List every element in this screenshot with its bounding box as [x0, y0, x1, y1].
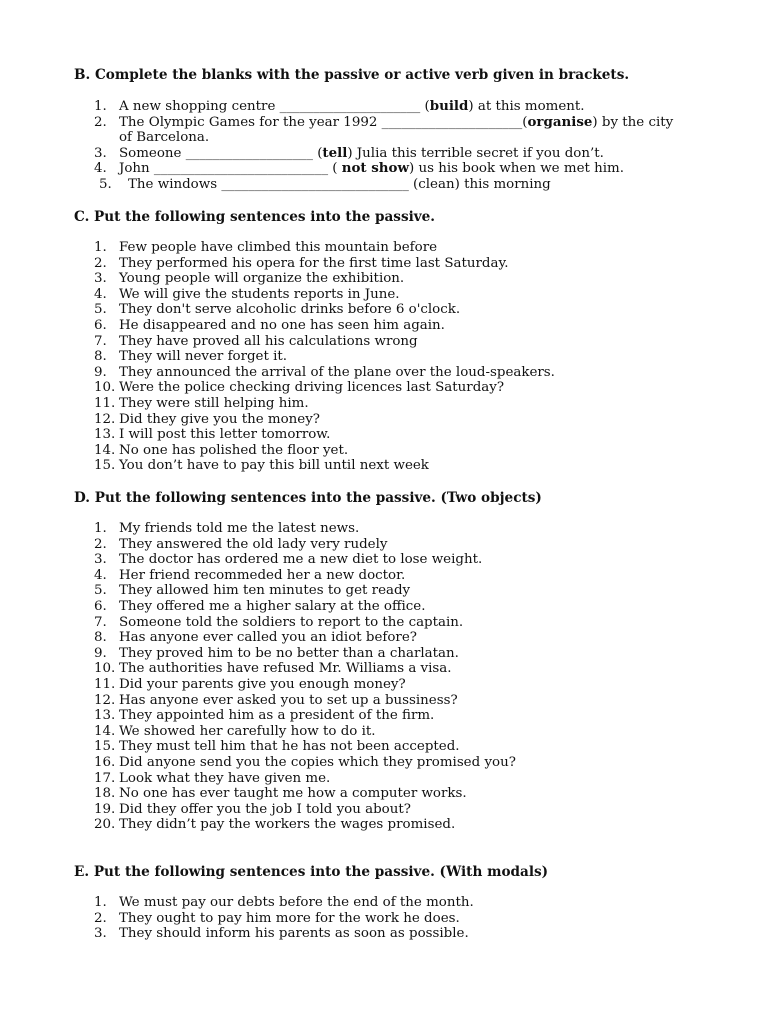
item-text: Did your parents give you enough money? — [119, 676, 406, 692]
item-text: They performed his opera for the first time last Saturday. — [119, 255, 509, 271]
item-number: 4. — [94, 286, 107, 302]
item-text: He disappeared and no one has seen him again. — [119, 317, 445, 333]
item-number: 15. — [94, 458, 116, 474]
item-number: 14. — [94, 723, 116, 739]
item-number: 2. — [94, 536, 107, 552]
item-number: 17. — [94, 770, 116, 786]
item-text: Young people will organize the exhibition. — [119, 271, 405, 287]
item-text: Has anyone ever called you an idiot before? — [119, 630, 417, 646]
section-d-heading: D. Put the following sentences into the passive. (Two objects) — [74, 490, 542, 506]
item-text: Her friend recommeded her a new doctor. — [119, 567, 406, 583]
item-text: No one has ever taught me how a computer works. — [119, 786, 467, 802]
item-number: 10. — [94, 380, 116, 396]
item-number: 7. — [94, 333, 107, 349]
section-e-heading: E. Put the following sentences into the passive. (With modals) — [74, 864, 549, 880]
item-text: The windows ____________________________ (clean) this morning — [128, 176, 551, 192]
item-text: They appointed him as a president of the firm. — [119, 708, 435, 724]
item-number: 6. — [94, 317, 107, 333]
item-text: They didn’t pay the workers the wages promised. — [119, 817, 456, 833]
item-text: They should inform his parents as soon as possible. — [119, 926, 469, 942]
item-number: 6. — [94, 598, 107, 614]
item-text: They announced the arrival of the plane over the loud-speakers. — [119, 364, 555, 380]
item-text: Did anyone send you the copies which they promised you? — [119, 754, 516, 770]
item-number: 12. — [94, 692, 116, 708]
item-text: They proved him to be no better than a charlatan. — [119, 645, 459, 661]
item-number: 2. — [94, 114, 107, 130]
item-number: 15. — [94, 739, 116, 755]
item-number: 4. — [94, 567, 107, 583]
item-text: They don't serve alcoholic drinks before 6 o'clock. — [119, 302, 461, 318]
item-text: They ought to pay him more for the work he does. — [119, 910, 460, 926]
item-number: 5. — [99, 176, 112, 192]
verb-hint: build — [429, 98, 469, 114]
item-text: They answered the old lady very rudely — [119, 536, 388, 552]
item-number: 16. — [94, 754, 116, 770]
item-number: 18. — [94, 786, 116, 802]
item-number: 1. — [94, 521, 107, 536]
item-text: They must tell him that he has not been accepted. — [119, 739, 460, 755]
item-text: They will never forget it. — [119, 349, 288, 365]
item-number: 20. — [94, 817, 116, 833]
item-text: They were still helping him. — [119, 395, 309, 411]
item-number: 5. — [94, 302, 107, 318]
item-text: The authorities have refused Mr. Williams a visa. — [119, 661, 452, 677]
item-text: They have proved all his calculations wrong — [119, 333, 418, 349]
item-text: Few people have climbed this mountain before — [119, 240, 438, 255]
item-number: 4. — [94, 161, 107, 177]
item-number: 11. — [94, 395, 116, 411]
verb-hint: not show — [341, 160, 409, 177]
item-text: A new shopping centre _____________________ (build) at this moment. — [119, 98, 585, 114]
item-text: Did they offer you the job I told you about? — [119, 801, 411, 817]
item-number: 9. — [94, 364, 107, 380]
item-number: 14. — [94, 442, 116, 458]
verb-hint: tell — [322, 144, 348, 161]
item-text: Has anyone ever asked you to set up a bussiness? — [119, 692, 458, 708]
item-text: The Olympic Games for the year 1992 _____________________(organise) by the city of Barcelona. — [119, 113, 674, 146]
item-number: 3. — [94, 271, 107, 287]
section-b-heading: B. Complete the blanks with the passive or active verb given in brackets. — [74, 67, 630, 83]
item-number: 11. — [94, 676, 116, 692]
item-text: You don’t have to pay this bill until next week — [119, 458, 429, 474]
item-number: 2. — [94, 910, 107, 926]
item-text: My friends told me the latest news. — [119, 521, 360, 536]
item-text: I will post this letter tomorrow. — [119, 427, 331, 443]
item-number: 2. — [94, 255, 107, 271]
item-number: 1. — [94, 99, 107, 114]
item-text: The doctor has ordered me a new diet to lose weight. — [119, 552, 483, 568]
item-number: 19. — [94, 801, 116, 817]
item-text: Someone ___________________ (tell) Julia this terrible secret if you don’t. — [119, 144, 604, 161]
item-text: Were the police checking driving licences last Saturday? — [119, 380, 504, 396]
item-text: Look what they have given me. — [119, 770, 331, 786]
item-text: Did they give you the money? — [119, 411, 320, 427]
item-number: 13. — [94, 708, 116, 724]
item-text: We showed her carefully how to do it. — [119, 723, 376, 739]
item-number: 13. — [94, 427, 116, 443]
item-number: 9. — [94, 645, 107, 661]
item-number: 1. — [94, 895, 107, 910]
item-number: 10. — [94, 661, 116, 677]
item-text: They offered me a higher salary at the office. — [119, 598, 426, 614]
section-c-heading: C. Put the following sentences into the passive. — [74, 209, 436, 225]
item-number: 3. — [94, 145, 107, 161]
verb-hint: organise — [527, 113, 593, 130]
item-number: 8. — [94, 630, 107, 646]
item-text: No one has polished the floor yet. — [119, 442, 349, 458]
item-number: 8. — [94, 349, 107, 365]
item-text: They allowed him ten minutes to get ready — [119, 583, 411, 599]
item-text: We must pay our debts before the end of the month. — [119, 895, 474, 910]
item-text: John __________________________ ( not show) us his book when we met him. — [119, 160, 624, 177]
item-text: Someone told the soldiers to report to the captain. — [119, 614, 464, 630]
item-number: 7. — [94, 614, 107, 630]
item-number: 12. — [94, 411, 116, 427]
item-number: 3. — [94, 926, 107, 942]
item-number: 5. — [94, 583, 107, 599]
item-number: 3. — [94, 552, 107, 568]
item-text: We will give the students reports in June. — [119, 286, 400, 302]
item-number: 1. — [94, 240, 107, 255]
